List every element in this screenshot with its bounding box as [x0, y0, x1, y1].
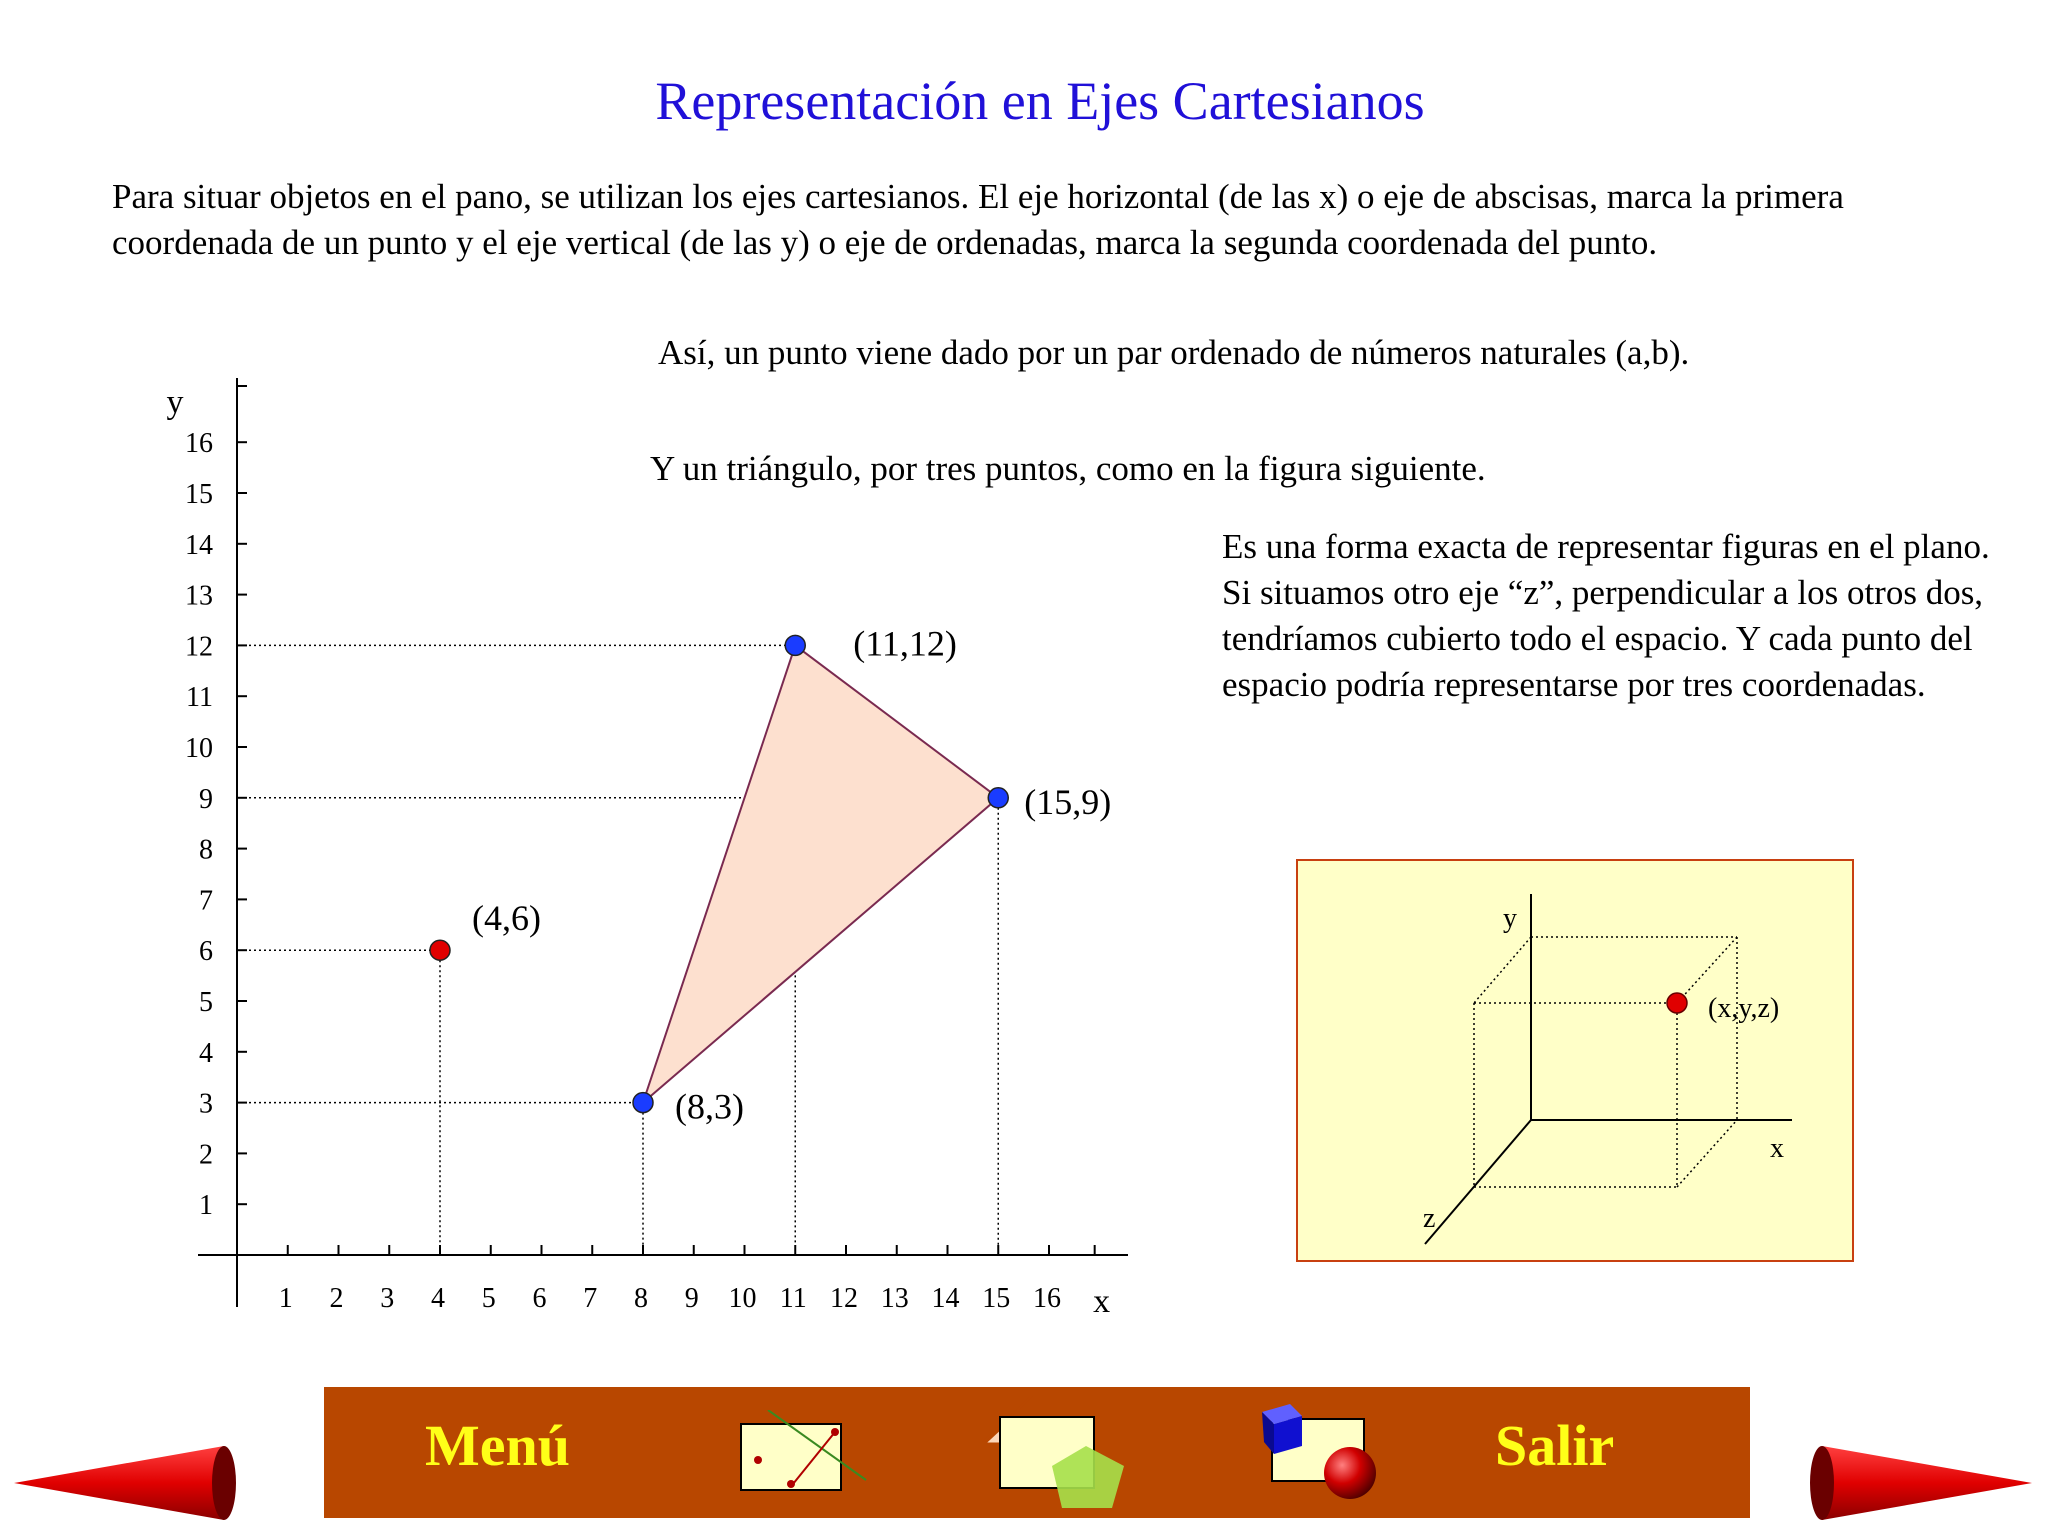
salir-button[interactable]: Salir [1495, 1413, 1615, 1478]
x-tick-label: 9 [684, 1283, 699, 1314]
y-tick-label: 15 [185, 479, 213, 510]
y-tick-label: 3 [199, 1088, 213, 1120]
x-tick-label: 4 [431, 1283, 445, 1314]
y-tick-label: 6 [199, 936, 213, 968]
x-tick-label: 1 [278, 1283, 293, 1314]
x-tick-label: 6 [532, 1283, 547, 1314]
triangle-text: Y un triángulo, por tres puntos, como en la figura siguiente. [650, 449, 1486, 488]
x-tick-label: 13 [880, 1283, 909, 1314]
x-tick-label: 7 [583, 1283, 598, 1314]
ordered-pair-text: Así, un punto viene dado por un par ordenado de números naturales (a,b). [658, 333, 1690, 372]
xyz-point [1667, 993, 1687, 1013]
xyz-point-label: (x,y,z) [1708, 993, 1780, 1024]
cube-sphere-icon[interactable] [1262, 1402, 1382, 1512]
x-tick-label: 10 [728, 1283, 757, 1314]
point-label: (4,6) [472, 898, 541, 939]
x-tick-label: 14 [931, 1283, 960, 1314]
y-axis-label: y [166, 384, 184, 421]
x-tick-label: 3 [380, 1283, 395, 1314]
x-axis-label: x [1093, 1283, 1111, 1320]
y-tick-label: 2 [199, 1139, 213, 1171]
x-tick-label: 16 [1033, 1283, 1061, 1314]
x-tick-label: 11 [779, 1283, 807, 1314]
y-tick-label: 4 [199, 1037, 213, 1069]
y-tick-label: 1 [199, 1190, 213, 1222]
y-tick-label: 9 [199, 783, 213, 815]
x-axis-3d-label: x [1770, 1133, 1784, 1164]
x-tick-label: 8 [634, 1283, 648, 1314]
y-axis-3d-label: y [1503, 903, 1517, 934]
next-arrow-button[interactable] [1806, 1438, 2032, 1528]
previous-arrow-button[interactable] [14, 1438, 240, 1528]
y-tick-label: 7 [199, 885, 213, 917]
y-tick-label: 11 [186, 682, 213, 714]
y-tick-label: 13 [185, 580, 213, 612]
x-tick-label: 2 [329, 1283, 344, 1314]
space-explanation-text: Es una forma exacta de representar figuras en el plano. Si situamos otro eje “z”, perpendicular a los otros dos, tendríamos cubierto todo el espacio. Y cada punto del espacio podría representarse por tres coordenadas. [1222, 527, 1990, 704]
y-tick-label: 16 [185, 428, 213, 460]
diagram-box [1297, 860, 1853, 1261]
y-tick-label: 5 [199, 987, 213, 1018]
x-tick-label: 5 [481, 1283, 496, 1314]
x-tick-label: 12 [830, 1283, 858, 1314]
page-title: Representación en Ejes Cartesianos [655, 71, 1425, 131]
point-label: (8,3) [675, 1086, 744, 1127]
points-lines-icon[interactable] [738, 1410, 868, 1500]
intro-paragraph: Para situar objetos en el pano, se utilizan los ejes cartesianos. El eje horizontal (de las x) o eje de abscisas, marca la primera coordenada de un punto y el eje vertical (de las y) o eje de ordenadas, marca la segunda coordenada del punto. [112, 177, 1844, 262]
menu-button[interactable]: Menú [425, 1413, 570, 1478]
z-axis-3d-label: z [1423, 1203, 1436, 1234]
y-tick-label: 12 [185, 631, 213, 663]
angle-pentagon-icon[interactable] [982, 1396, 1132, 1514]
y-tick-label: 14 [185, 529, 213, 561]
point-label: (15,9) [1024, 781, 1112, 822]
point-label: (11,12) [853, 623, 957, 664]
y-tick-label: 10 [185, 733, 213, 764]
x-tick-label: 15 [982, 1283, 1011, 1314]
y-tick-label: 8 [199, 834, 213, 866]
